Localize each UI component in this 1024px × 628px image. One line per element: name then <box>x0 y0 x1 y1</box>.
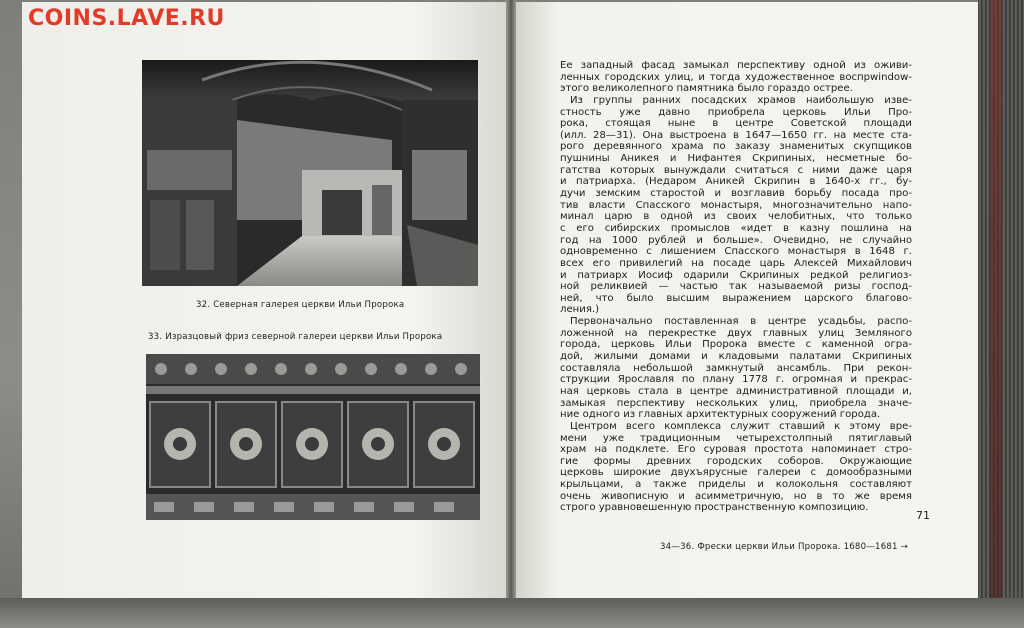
text-line: мени уже традиционным четырехстолпный пятиглавый <box>560 432 912 444</box>
text-line: пушнины Аникея и Нифантея Скрипиных, несметные бо- <box>560 153 912 165</box>
bottom-shadow <box>0 598 1024 628</box>
text-line: гатства которых вынуждали считаться с ними даже царя <box>560 164 912 176</box>
book-gutter <box>506 0 516 604</box>
caption-32: 32. Северная галерея церкви Ильи Пророка <box>196 300 405 310</box>
body-text <box>560 60 912 514</box>
tile-frieze-photo <box>146 354 480 520</box>
text-line: крыльцами, а также приделы и колокольня составляют <box>560 479 912 491</box>
text-line: ная церковь стала в центре административной площади и, <box>560 385 912 397</box>
text-line: замыкая перспективу нескольких улиц, приобрела значе- <box>560 397 912 409</box>
caption-34-36: 34—36. Фрески церкви Ильи Пророка. 1680—1681 → <box>660 542 909 552</box>
caption-33: 33. Изразцовый фриз северной галереи церкви Ильи Пророка <box>148 332 443 342</box>
text-line: ние одного из главных архитектурных сооружений города. <box>560 409 881 421</box>
text-line: и патриарх Иосиф одарили Скрипиных редкой религиоз- <box>560 269 912 281</box>
text-line: строго уравновешенную пространственную композицию. <box>560 502 869 514</box>
text-line: ления.) <box>560 304 600 316</box>
text-line: стность уже давно приобрела церковь Ильи Про- <box>560 106 912 118</box>
text-line: города, церковь Ильи Пророка вместе с каменной огра- <box>560 339 912 351</box>
text-line: (илл. 28—31). Она выстроена в 1647—1650 гг. на месте ста- <box>560 129 912 141</box>
text-line: церковь широкие двухъярусные галереи с домообразными <box>560 467 912 479</box>
text-line: рока, стоящая ныне в центре Советской площади <box>560 118 912 130</box>
text-line: ней, что было высшим выражением царского благово- <box>560 292 912 304</box>
text-line: всех его привилегий на посаде царь Алексей Михайлович <box>560 257 912 269</box>
text-line: струкции Ярославля по плану 1778 г. огромная и прекрас- <box>560 374 912 386</box>
watermark-text: COINS.LAVE.RU <box>28 6 225 31</box>
text-line: минал царю в одной из своих челобитных, что только <box>560 211 912 223</box>
text-line: ной реликвией — частью так называемой ризы господ- <box>560 281 912 293</box>
text-line: Ее западный фасад замыкал перспективу одной из оживи- <box>560 60 912 71</box>
text-line: Центром всего комплекса служит ставший к этому вре- <box>570 420 912 432</box>
gallery-photo <box>142 60 478 286</box>
text-line: ленных городских улиц, и тогда художественное воспрwindow- <box>560 71 912 83</box>
text-line: с его сибирских промыслов «идет в казну пошлина на <box>560 222 912 234</box>
text-line: Первоначально поставленная в центре усадьбы, распо- <box>570 316 912 328</box>
text-line: составляла небольшой замкнутый ансамбль. При рекон- <box>560 362 912 374</box>
text-line: этого великолепного памятника было гораздо острее. <box>560 83 853 95</box>
text-line: храм на подклете. Его суровая простота напоминает стро- <box>560 444 912 456</box>
text-line: дой, жилыми домами и кладовыми палатами Скрипиных <box>560 351 912 363</box>
text-line: гие формы древних городских соборов. Окружающие <box>560 455 912 467</box>
text-line: одновременно с лишением Спасского монастыря в 1648 г. <box>560 246 912 258</box>
page-number: 71 <box>916 509 930 522</box>
page-edges-tint <box>990 0 1002 600</box>
text-line: тив власти Спасского монастыря, многозначительно напо- <box>560 199 912 211</box>
text-line: и патриарха. (Недаром Аникей Скрипин в 1640-х гг., бу- <box>560 176 912 188</box>
text-line: Из группы ранних посадских храмов наибольшую изве- <box>570 94 912 106</box>
text-line: год на 1000 рублей и больше». Очевидно, не случайно <box>560 234 912 246</box>
text-line: дучи земским старостой и возглавив борьбу посада про- <box>560 188 912 200</box>
text-line: очень живописную и асимметричную, но в то же время <box>560 490 912 502</box>
text-line: рого деревянного храма по заказу знаменитых скупщиков <box>560 141 912 153</box>
text-line: ложенной на перекрестке двух главных улиц Земляного <box>560 327 912 339</box>
